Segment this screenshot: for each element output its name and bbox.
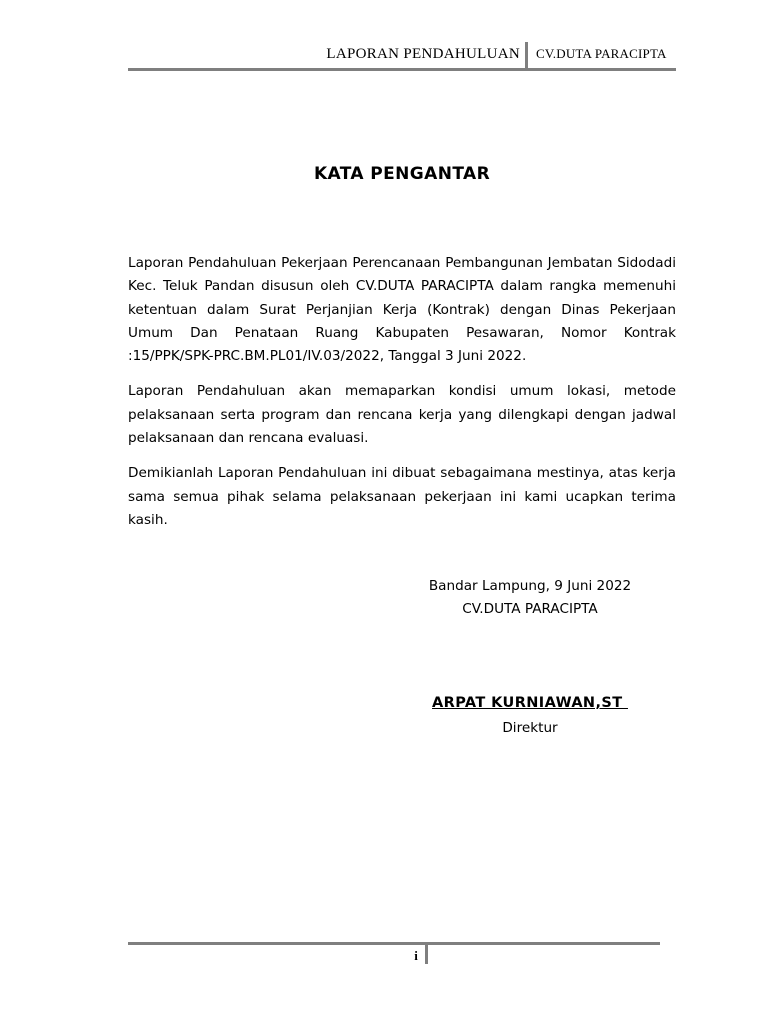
paragraph-2: Laporan Pendahuluan akan memaparkan kondisi umum lokasi, metode pelaksanaan serta program dan rencana kerja yang dilengkapi dengan jadwal pelaksanaan dan rencana evaluasi. [128, 383, 676, 447]
signature-company: CV.DUTA PARACIPTA [462, 601, 598, 617]
page-number: i [414, 948, 418, 963]
signature-place-date: Bandar Lampung, 9 Juni 2022 [428, 578, 632, 594]
page-title: KATA PENGANTAR [313, 164, 491, 184]
footer-rule [128, 942, 660, 945]
header-company-name: CV.DUTA PARACIPTA [536, 46, 667, 61]
signature-name-text: ARPAT KURNIAWAN,ST [432, 695, 628, 711]
paragraph-3: Demikianlah Laporan Pendahuluan ini dibuat sebagaimana mestinya, atas kerja sama semua pihak selama pelaksanaan pekerjaan ini kami ucapkan terima kasih. [128, 465, 676, 528]
signature-name [400, 695, 660, 711]
footer-separator [425, 945, 428, 964]
header-separator [525, 42, 528, 69]
page-header [128, 40, 676, 72]
header-document-title: LAPORAN PENDAHULUAN [326, 46, 520, 62]
paragraph-1: Laporan Pendahuluan Pekerjaan Perencanaan Pembangunan Jembatan Sidodadi Kec. Teluk Pandan disusun oleh CV.DUTA PARACIPTA dalam rangka memenuhi ketentuan dalam Surat Perjanjian Kerja (Kontrak) dengan Dinas Pekerjaan Umum Dan Penataan Ruang Kabupaten Pesawaran, Nomor Kontrak :15/PPK/SPK-PRC.BM.PL01/IV.03/2022, Tanggal 3 Juni 2022. [128, 255, 676, 365]
header-rule [128, 68, 676, 71]
signature-role: Direktur [502, 720, 558, 736]
body-text [128, 252, 676, 544]
